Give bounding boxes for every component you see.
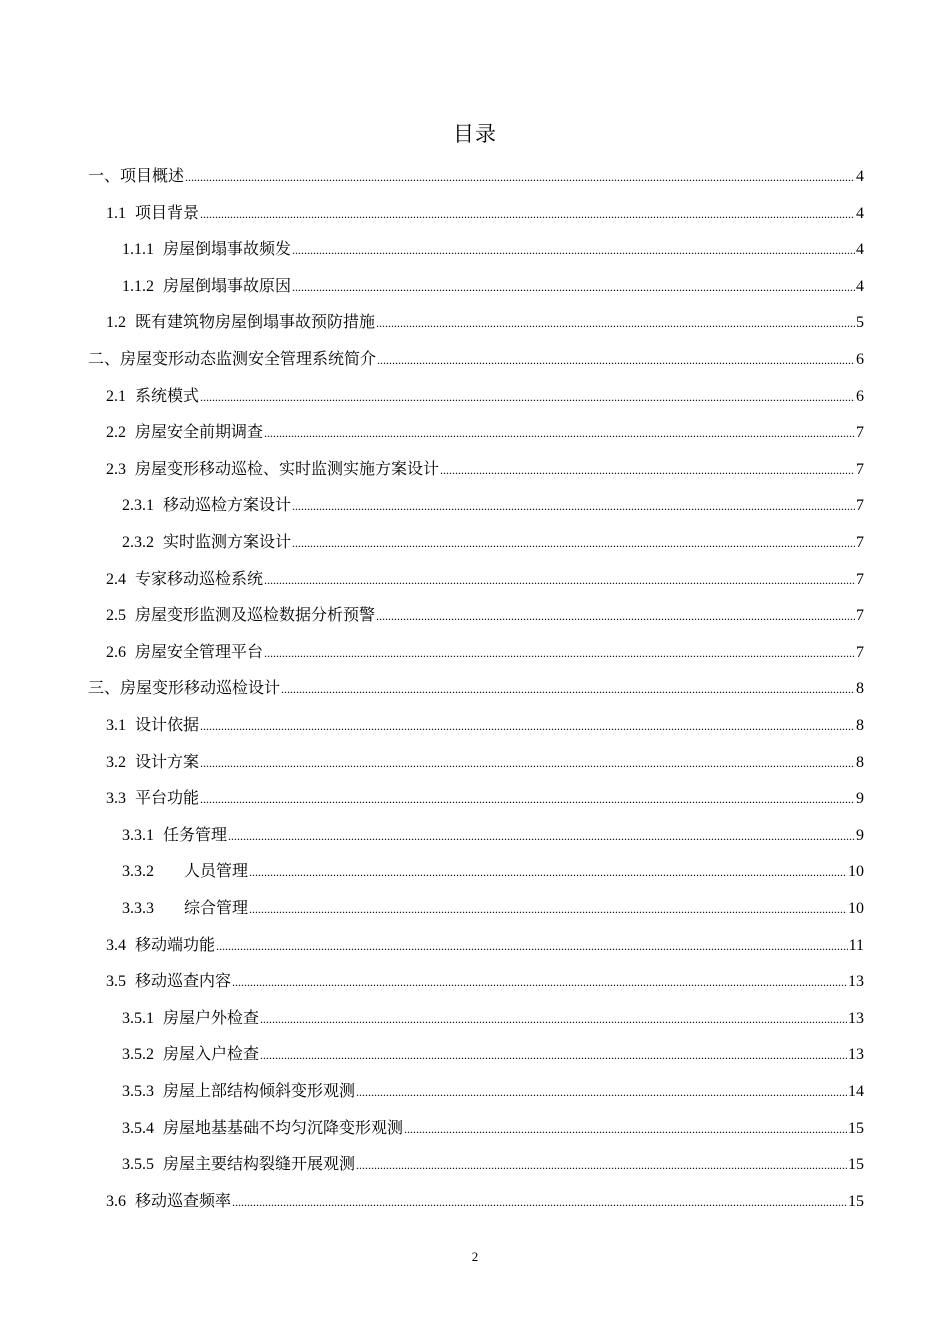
toc-entry-number: 1.1 xyxy=(106,205,126,222)
toc-entry-page: 4 xyxy=(856,241,864,258)
dot-leader xyxy=(200,785,855,813)
toc-entry-number: 3.3.3 xyxy=(122,900,154,917)
toc-entry-number: 3.5.5 xyxy=(122,1156,154,1173)
toc-entry-label xyxy=(122,1150,355,1179)
dot-leader xyxy=(440,456,855,484)
toc-entry-page: 4 xyxy=(856,205,864,222)
toc-entry[interactable] xyxy=(106,638,864,666)
dot-leader xyxy=(404,1115,847,1143)
toc-entry-page: 15 xyxy=(848,1193,864,1210)
dot-leader xyxy=(232,1188,847,1216)
dot-leader xyxy=(292,492,855,520)
toc-entry[interactable] xyxy=(122,528,864,556)
toc-entry-page: 8 xyxy=(856,680,864,697)
dot-leader xyxy=(376,602,855,630)
toc-entry-number: 3.1 xyxy=(106,717,126,734)
toc-entry-number: 3.4 xyxy=(106,937,126,954)
toc-entry-label xyxy=(122,491,291,520)
toc-entry-number: 3.5 xyxy=(106,973,126,990)
toc-entry-number: 2.6 xyxy=(106,644,126,661)
dot-leader xyxy=(292,236,855,264)
toc-entry-number: 2.4 xyxy=(106,571,126,588)
toc-entry-title: 一、项目概述 xyxy=(88,166,185,185)
dot-leader xyxy=(264,566,855,594)
toc-entry-number: 3.5.2 xyxy=(122,1046,154,1063)
toc-entry-page: 7 xyxy=(856,534,864,551)
toc-entry[interactable] xyxy=(106,565,864,593)
toc-entry-title: 任务管理 xyxy=(163,825,228,844)
toc-entry-page: 9 xyxy=(856,790,864,807)
toc-entry-label xyxy=(106,1187,231,1216)
toc-entry[interactable] xyxy=(106,748,864,776)
dot-leader xyxy=(249,895,847,923)
toc-entry-title: 房屋倒塌事故原因 xyxy=(163,276,292,295)
toc-entry-label xyxy=(122,1114,403,1143)
dot-leader xyxy=(264,639,855,667)
toc-entry[interactable] xyxy=(106,931,864,959)
page-title: 目录 xyxy=(453,122,497,146)
toc-entry-title: 房屋倒塌事故频发 xyxy=(163,239,292,258)
toc-entry-label xyxy=(88,674,280,702)
toc-entry-title: 房屋地基基础不均匀沉降变形观测 xyxy=(163,1118,404,1137)
toc-entry-number: 2.3 xyxy=(106,461,126,478)
toc-entry-page: 6 xyxy=(856,351,864,368)
toc-entry-page: 5 xyxy=(856,314,864,331)
toc-entry-number: 2.3.1 xyxy=(122,497,154,514)
dot-leader xyxy=(185,163,855,191)
toc-entry-label xyxy=(106,565,263,594)
dot-leader xyxy=(232,968,847,996)
dot-leader xyxy=(292,529,855,557)
toc-entry[interactable] xyxy=(122,1150,864,1178)
toc-entry-page: 7 xyxy=(856,461,864,478)
toc-entry-title: 移动端功能 xyxy=(135,935,216,954)
toc-entry-page: 7 xyxy=(856,607,864,624)
toc-entry-label xyxy=(106,967,231,996)
toc-entry-page: 7 xyxy=(856,644,864,661)
toc-entry-page: 4 xyxy=(856,278,864,295)
toc-entry-page: 9 xyxy=(856,827,864,844)
toc-entry-title: 专家移动巡检系统 xyxy=(135,569,264,588)
toc-entry-number: 1.2 xyxy=(106,314,126,331)
toc-entry-number: 2.2 xyxy=(106,424,126,441)
toc-entry-label xyxy=(106,601,375,630)
toc-entry-title: 三、房屋变形移动巡检设计 xyxy=(88,678,281,697)
toc-entry-number: 3.5.4 xyxy=(122,1120,154,1137)
toc-entry-page: 13 xyxy=(848,1046,864,1063)
toc-entry-number: 3.6 xyxy=(106,1193,126,1210)
toc-entry-title: 项目背景 xyxy=(135,203,200,222)
toc-entry[interactable] xyxy=(88,162,864,190)
toc-entry-title: 设计方案 xyxy=(135,752,200,771)
dot-leader xyxy=(260,1041,847,1069)
toc-entry-number: 3.3.2 xyxy=(122,863,154,880)
toc-entry-number: 1.1.2 xyxy=(122,278,154,295)
toc-entry-label xyxy=(106,748,199,777)
toc-entry-page: 7 xyxy=(856,424,864,441)
toc-entry[interactable] xyxy=(106,1187,864,1215)
toc-entry-label xyxy=(106,931,215,960)
toc-entry-number: 3.3 xyxy=(106,790,126,807)
toc-entry-title: 平台功能 xyxy=(135,788,200,807)
toc-entry-number: 2.3.2 xyxy=(122,534,154,551)
toc-entry-number: 3.3.1 xyxy=(122,827,154,844)
toc-entry-title: 综合管理 xyxy=(184,898,249,917)
toc-entry[interactable] xyxy=(122,1040,864,1068)
toc-entry[interactable] xyxy=(106,711,864,739)
toc-entry[interactable] xyxy=(122,1004,864,1032)
dot-leader xyxy=(249,858,847,886)
toc-entry-number: 3.5.1 xyxy=(122,1010,154,1027)
toc-entry-title: 房屋变形监测及巡检数据分析预警 xyxy=(135,605,376,624)
toc-entry[interactable] xyxy=(88,345,864,373)
toc-entry-label xyxy=(122,1040,259,1069)
toc-entry[interactable] xyxy=(122,857,864,885)
toc-entry-title: 移动巡检方案设计 xyxy=(163,495,292,514)
toc-entry-label xyxy=(106,418,263,447)
dot-leader xyxy=(377,346,855,374)
toc-entry-page: 14 xyxy=(848,1083,864,1100)
toc-entry-title: 二、房屋变形动态监测安全管理系统简介 xyxy=(88,349,377,368)
dot-leader xyxy=(228,822,855,850)
toc-entry-number: 1.1.1 xyxy=(122,241,154,258)
toc-entry[interactable] xyxy=(106,784,864,812)
toc-entry-label xyxy=(106,638,263,667)
toc-entry-title: 房屋安全管理平台 xyxy=(135,642,264,661)
toc-entry-page: 10 xyxy=(848,863,864,880)
toc-entry-page: 7 xyxy=(856,571,864,588)
dot-leader xyxy=(356,1151,847,1179)
toc-entry-label xyxy=(122,857,248,886)
dot-leader xyxy=(356,1078,847,1106)
toc-entry[interactable] xyxy=(106,382,864,410)
toc-entry[interactable] xyxy=(122,1114,864,1142)
toc-entry-label xyxy=(106,308,375,337)
toc-entry-page: 13 xyxy=(848,1010,864,1027)
toc-entry-label xyxy=(106,784,199,813)
dot-leader xyxy=(260,1005,847,1033)
toc-entry-label xyxy=(106,455,439,484)
toc-entry-title: 房屋入户检查 xyxy=(163,1044,260,1063)
toc-entry-label xyxy=(122,1004,259,1033)
toc-entry-label xyxy=(88,162,184,190)
dot-leader xyxy=(200,749,855,777)
toc-entry-title: 移动巡查频率 xyxy=(135,1191,232,1210)
toc-entry[interactable] xyxy=(106,418,864,446)
toc-entry-label xyxy=(122,235,291,264)
toc-entry-page: 13 xyxy=(848,973,864,990)
toc-entry-title: 房屋户外检查 xyxy=(163,1008,260,1027)
toc-entry-label xyxy=(122,272,291,301)
toc-entry[interactable] xyxy=(106,967,864,995)
toc-entry-label xyxy=(122,528,291,557)
toc-entry-number: 3.5.3 xyxy=(122,1083,154,1100)
toc-entry-page: 15 xyxy=(848,1120,864,1137)
toc-entry-title: 既有建筑物房屋倒塌事故预防措施 xyxy=(135,312,376,331)
toc-entry-title: 系统模式 xyxy=(135,386,200,405)
toc-entry-page: 7 xyxy=(856,497,864,514)
toc-entry-title: 房屋安全前期调查 xyxy=(135,422,264,441)
toc-entry-label xyxy=(122,1077,355,1106)
toc-entry-number: 3.2 xyxy=(106,754,126,771)
toc-entry-label xyxy=(88,345,376,373)
toc-entry-title: 实时监测方案设计 xyxy=(163,532,292,551)
toc-entry-title: 人员管理 xyxy=(184,861,249,880)
toc-entry-label xyxy=(106,711,199,740)
toc-entry-title: 房屋上部结构倾斜变形观测 xyxy=(163,1081,356,1100)
toc-entry[interactable] xyxy=(106,455,864,483)
toc-entry[interactable] xyxy=(106,601,864,629)
dot-leader xyxy=(376,309,855,337)
dot-leader xyxy=(200,383,855,411)
toc-entry[interactable] xyxy=(106,199,864,227)
toc-entry[interactable] xyxy=(122,235,864,263)
dot-leader xyxy=(216,932,848,960)
toc-entry[interactable] xyxy=(122,894,864,922)
toc-entry-page: 8 xyxy=(856,717,864,734)
toc-entry-label xyxy=(106,199,199,228)
dot-leader xyxy=(264,419,855,447)
toc-entry-title: 房屋变形移动巡检、实时监测实施方案设计 xyxy=(135,459,440,478)
toc-entry-page: 6 xyxy=(856,388,864,405)
page-number: 2 xyxy=(471,1249,479,1264)
toc-entry-page: 8 xyxy=(856,754,864,771)
toc-entry-title: 设计依据 xyxy=(135,715,200,734)
toc-entry-page: 15 xyxy=(848,1156,864,1173)
dot-leader xyxy=(200,712,855,740)
toc-entry-label xyxy=(106,382,199,411)
toc-entry-page: 10 xyxy=(848,900,864,917)
toc-entry[interactable] xyxy=(122,272,864,300)
dot-leader xyxy=(292,273,855,301)
toc-entry[interactable] xyxy=(122,1077,864,1105)
toc-entry[interactable] xyxy=(122,491,864,519)
toc-entry-number: 2.1 xyxy=(106,388,126,405)
toc-entry-label xyxy=(122,894,248,923)
toc-entry-title: 房屋主要结构裂缝开展观测 xyxy=(163,1154,356,1173)
toc-entry-label xyxy=(122,821,227,850)
toc-entry-page: 11 xyxy=(848,937,864,954)
toc-entry-title: 移动巡查内容 xyxy=(135,971,232,990)
toc-entry[interactable] xyxy=(106,308,864,336)
dot-leader xyxy=(200,200,855,228)
toc-entry[interactable] xyxy=(122,821,864,849)
toc-entry-page: 4 xyxy=(856,168,864,185)
toc-entry-number: 2.5 xyxy=(106,607,126,624)
dot-leader xyxy=(281,675,855,703)
toc-entry[interactable] xyxy=(88,674,864,702)
